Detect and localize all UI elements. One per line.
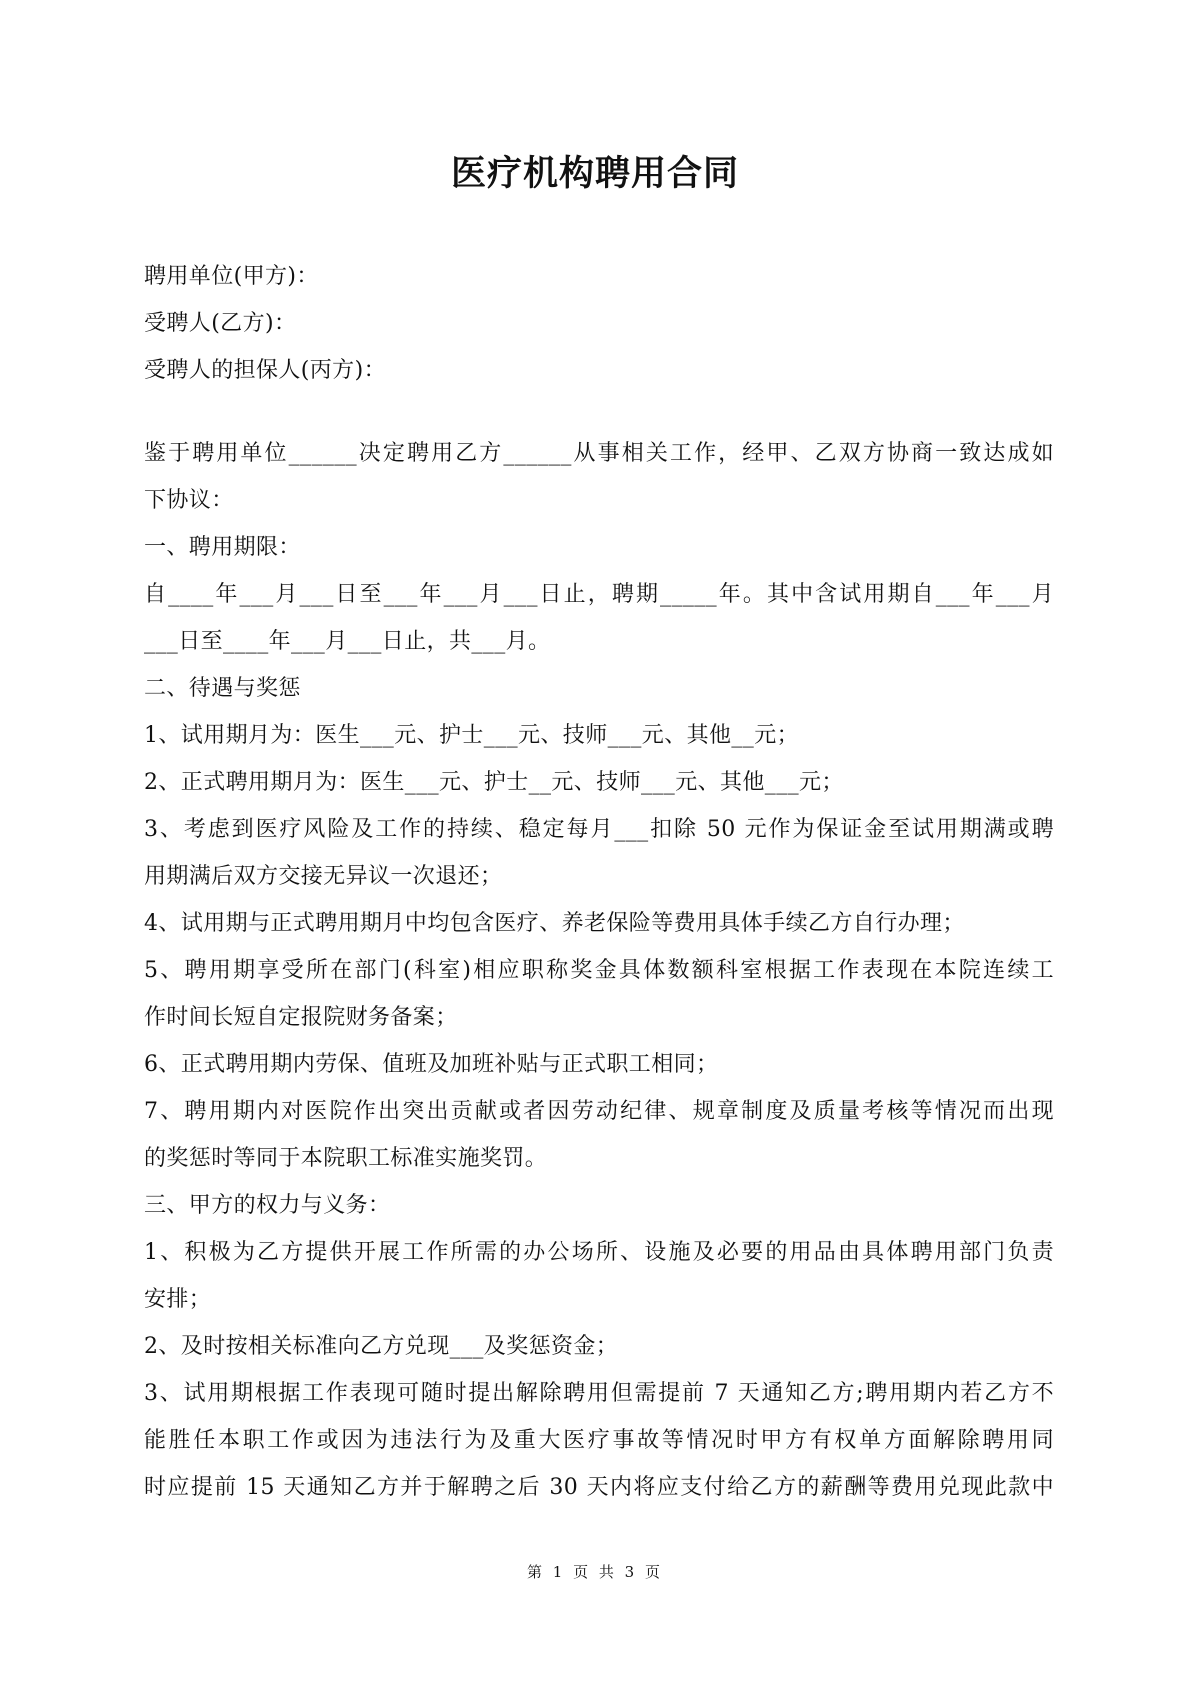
body-line: ___日至____年___月___日止，共___月。 (144, 629, 551, 654)
body-line: 作时间长短自定报院财务备案； (144, 1005, 458, 1030)
body-line: 7、聘用期内对医院作出突出贡献或者因劳动纪律、规章制度及质量考核等情况而出现 (144, 1099, 1054, 1124)
body-line: 3、考虑到医疗风险及工作的持续、稳定每月___扣除 50 元作为保证金至试用期满或聘 (144, 817, 1054, 842)
body-line: 2、正式聘用期月为：医生___元、护士__元、技师___元、其他___元； (144, 770, 844, 795)
party-employee-line: 受聘人(乙方)： (144, 311, 297, 336)
body-line: 三、甲方的权力与义务： (144, 1193, 391, 1218)
body-line: 用期满后双方交接无异议一次退还； (144, 864, 503, 889)
body-line: 6、正式聘用期内劳保、值班及加班补贴与正式职工相同； (144, 1052, 719, 1077)
contract-body (144, 430, 1054, 1511)
body-line: 自____年___月___日至___年___月___日止，聘期_____年。其中含试用期自___年___月 (144, 582, 1054, 607)
body-line: 5、聘用期享受所在部门(科室)相应职称奖金具体数额科室根据工作表现在本院连续工 (144, 958, 1054, 983)
parties-block (144, 253, 1054, 394)
body-line: 一、聘用期限： (144, 535, 301, 560)
body-line: 鉴于聘用单位______决定聘用乙方______从事相关工作，经甲、乙双方协商一致达成如 (144, 441, 1054, 466)
body-line: 下协议： (144, 488, 234, 513)
body-line: 2、及时按相关标准向乙方兑现___及奖惩资金； (144, 1334, 619, 1359)
body-line: 二、待遇与奖惩 (144, 676, 301, 701)
body-line: 4、试用期与正式聘用期月中均包含医疗、养老保险等费用具体手续乙方自行办理； (144, 911, 965, 936)
document-title: 医疗机构聘用合同 (450, 154, 739, 194)
body-line: 能胜任本职工作或因为违法行为及重大医疗事故等情况时甲方有权单方面解除聘用同 (144, 1428, 1054, 1453)
body-line: 1、试用期月为：医生___元、护士___元、技师___元、其他__元； (144, 723, 799, 748)
body-line: 时应提前 15 天通知乙方并于解聘之后 30 天内将应支付给乙方的薪酬等费用兑现此款中 (144, 1475, 1054, 1500)
body-line: 1、积极为乙方提供开展工作所需的办公场所、设施及必要的用品由具体聘用部门负责 (144, 1240, 1054, 1265)
body-line: 3、试用期根据工作表现可随时提出解除聘用但需提前 7 天通知乙方;聘用期内若乙方不 (144, 1381, 1054, 1406)
body-line: 安排； (144, 1287, 212, 1312)
party-guarantor-line: 受聘人的担保人(丙方)： (144, 358, 386, 383)
page-footer: 第 1 页 共 3 页 (527, 1563, 663, 1581)
party-employer-line: 聘用单位(甲方)： (144, 264, 319, 289)
body-line: 的奖惩时等同于本院职工标准实施奖罚。 (144, 1146, 548, 1171)
